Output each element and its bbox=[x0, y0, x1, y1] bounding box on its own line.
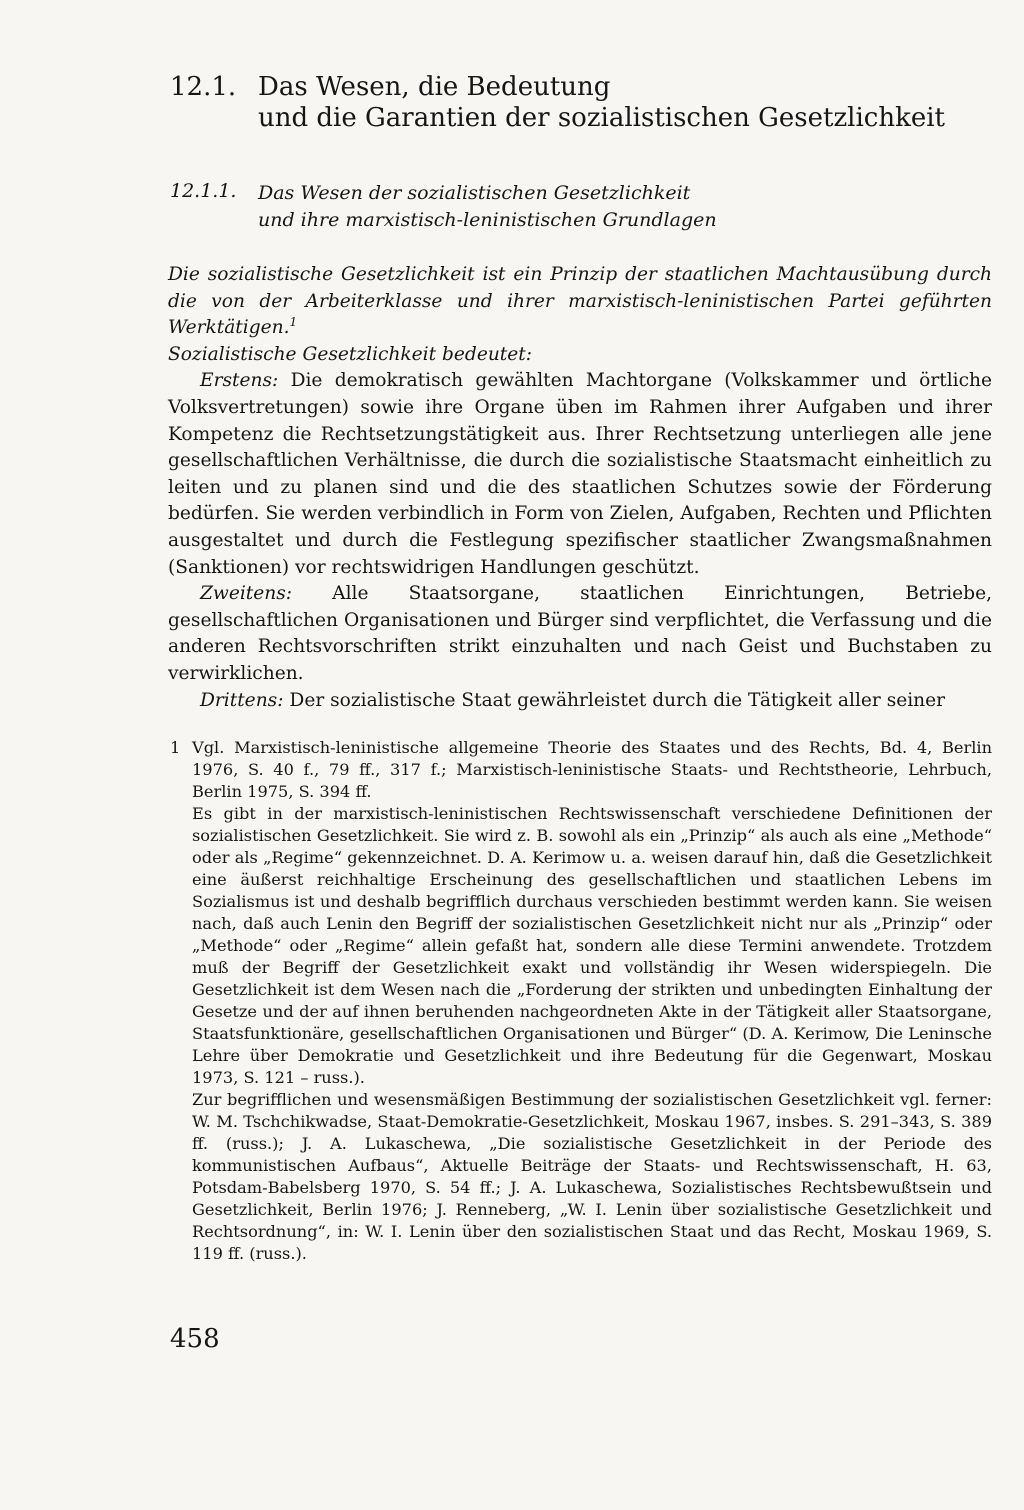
body-text bbox=[168, 262, 992, 714]
section-title-line-2: und die Garantien der sozialistischen Gesetzlichkeit bbox=[258, 103, 946, 133]
paragraph-erstens bbox=[168, 368, 992, 581]
lead-text: Die sozialistische Gesetzlichkeit ist ein Prinzip der staatlichen Machtausübung durch die von der Arbeiterklasse und ihrer marxistisch-leninistischen Partei geführten Werktätigen. bbox=[168, 264, 992, 339]
paragraph-label: Erstens: bbox=[200, 370, 279, 392]
footnote-marker: 1 bbox=[170, 738, 181, 757]
paragraph-label: Zweitens: bbox=[200, 583, 293, 605]
paragraph-drittens bbox=[168, 688, 992, 715]
footnote bbox=[170, 737, 992, 1265]
subsection-title-line-1: Das Wesen der sozialistischen Gesetzlichkeit bbox=[258, 182, 691, 204]
footnote-reference: Vgl. Marxistisch-leninistische allgemeine Theorie des Staates und des Rechts, Bd. 4, Berlin 1976, S. 40 f., 79 ff., 317 f.; Marxistisch-leninistische Staats- und Rechtstheorie, Lehrbuch, Berlin 1975, S. 394 ff. bbox=[192, 738, 992, 801]
paragraph-text: Alle Staatsorgane, staatlichen Einrichtungen, Betriebe, gesellschaftlichen Organisationen und Bürger sind verpflichtet, die Verfassung und die anderen Rechtsvorschriften strikt einzuhalten und nach Geist und Buchstaben zu verwirklichen. bbox=[168, 583, 992, 684]
footnote-paragraph: Es gibt in der marxistisch-leninistischen Rechtswissenschaft verschiedene Definitionen der sozialistischen Gesetzlichkeit. Sie wird z. B. sowohl als ein „Prinzip“ als auch als eine „Methode“ oder als „Regime“ gekennzeichnet. D. A. Kerimow u. a. weisen darauf hin, daß die Gesetzlichkeit eine äußerst reichhaltige Erscheinung des gesellschaftlichen und staatlichen Lebens im Sozialismus ist und deshalb begrifflich durchaus verschieden bestimmt werden kann. Sie weisen nach, daß auch Lenin den Begriff der sozialistischen Gesetzlichkeit nicht nur als „Prinzip“ oder „Methode“ oder „Regime“ allein gefaßt hat, sondern alle diese Termini anwendete. Trotzdem muß der Begriff der Gesetzlichkeit exakt und vollständig ihr Wesen widerspiegeln. Die Gesetzlichkeit ist dem Wesen nach die „Forderung der strikten und unbedingten Einhaltung der Gesetze und der auf ihnen beruhenden nachgeordneten Akte in der Tätigkeit aller Staatsorgane, Staatsfunktionäre, gesellschaftlichen Organisationen und Bürger“ (D. A. Kerimow, Die Leninsche Lehre über Demokratie und Gesetzlichkeit und ihre Bedeutung für die Gegenwart, Moskau 1973, S. 121 – russ.). bbox=[192, 804, 992, 1087]
section-title bbox=[258, 72, 978, 134]
subsection-number: 12.1.1. bbox=[170, 180, 237, 202]
paragraph-text: Die demokratisch gewählten Machtorgane (Volkskammer und örtliche Volksvertretungen) sowie ihre Organe üben im Rahmen ihrer Aufgaben und ihrer Kompetenz die Rechtsetzungstätigkeit aus. Ihrer Rechtsetzung unterliegen alle jene gesellschaftlichen Verhältnisse, die durch die sozialistische Staatsmacht einheitlich zu leiten und zu planen sind und die des staatlichen Schutzes sowie der Förderung bedürfen. Sie werden verbindlich in Form von Zielen, Aufgaben, Rechten und Pflichten ausgestaltet und durch die Festlegung spezifischer staatlicher Zwangsmaßnahmen (Sanktionen) vor rechtswidrigen Handlungen geschützt. bbox=[168, 370, 992, 578]
paragraph-zweitens bbox=[168, 581, 992, 687]
paragraph-text: Der sozialistische Staat gewährleistet durch die Tätigkeit aller seiner bbox=[289, 689, 946, 711]
section-number: 12.1. bbox=[170, 72, 237, 102]
footnote-entry bbox=[170, 737, 992, 803]
page-number: 458 bbox=[170, 1324, 220, 1354]
paragraph-label: Drittens: bbox=[200, 689, 284, 711]
intro-line: Sozialistische Gesetzlichkeit bedeutet: bbox=[168, 343, 533, 365]
lead-paragraph bbox=[168, 262, 992, 342]
subsection-title-line-2: und ihre marxistisch-leninistischen Grundlagen bbox=[258, 209, 717, 231]
footnote-ref[interactable]: 1 bbox=[289, 315, 298, 329]
section-title-line-1: Das Wesen, die Bedeutung bbox=[258, 72, 611, 102]
footnote-paragraph: Zur begrifflichen und wesensmäßigen Bestimmung der sozialistischen Gesetzlichkeit vgl. ferner: W. M. Tschchikwadse, Staat-Demokratie-Gesetzlichkeit, Moskau 1967, insbes. S. 291–343, S. 389 ff. (russ.); J. A. Lukaschewa, „Die sozialistische Gesetzlichkeit in der Periode des kommunistischen Aufbaus“, Aktuelle Beiträge der Staats- und Rechtswissenschaft, H. 63, Potsdam-Babelsberg 1970, S. 54 ff.; J. A. Lukaschewa, Sozialistisches Rechtsbewußtsein und Gesetzlichkeit, Berlin 1976; J. Renneberg, „W. I. Lenin über sozialistische Gesetzlichkeit und Rechtsordnung“, in: W. I. Lenin über den sozialistischen Staat und das Recht, Moskau 1969, S. 119 ff. (russ.). bbox=[192, 1090, 992, 1263]
subsection-title bbox=[258, 180, 958, 234]
